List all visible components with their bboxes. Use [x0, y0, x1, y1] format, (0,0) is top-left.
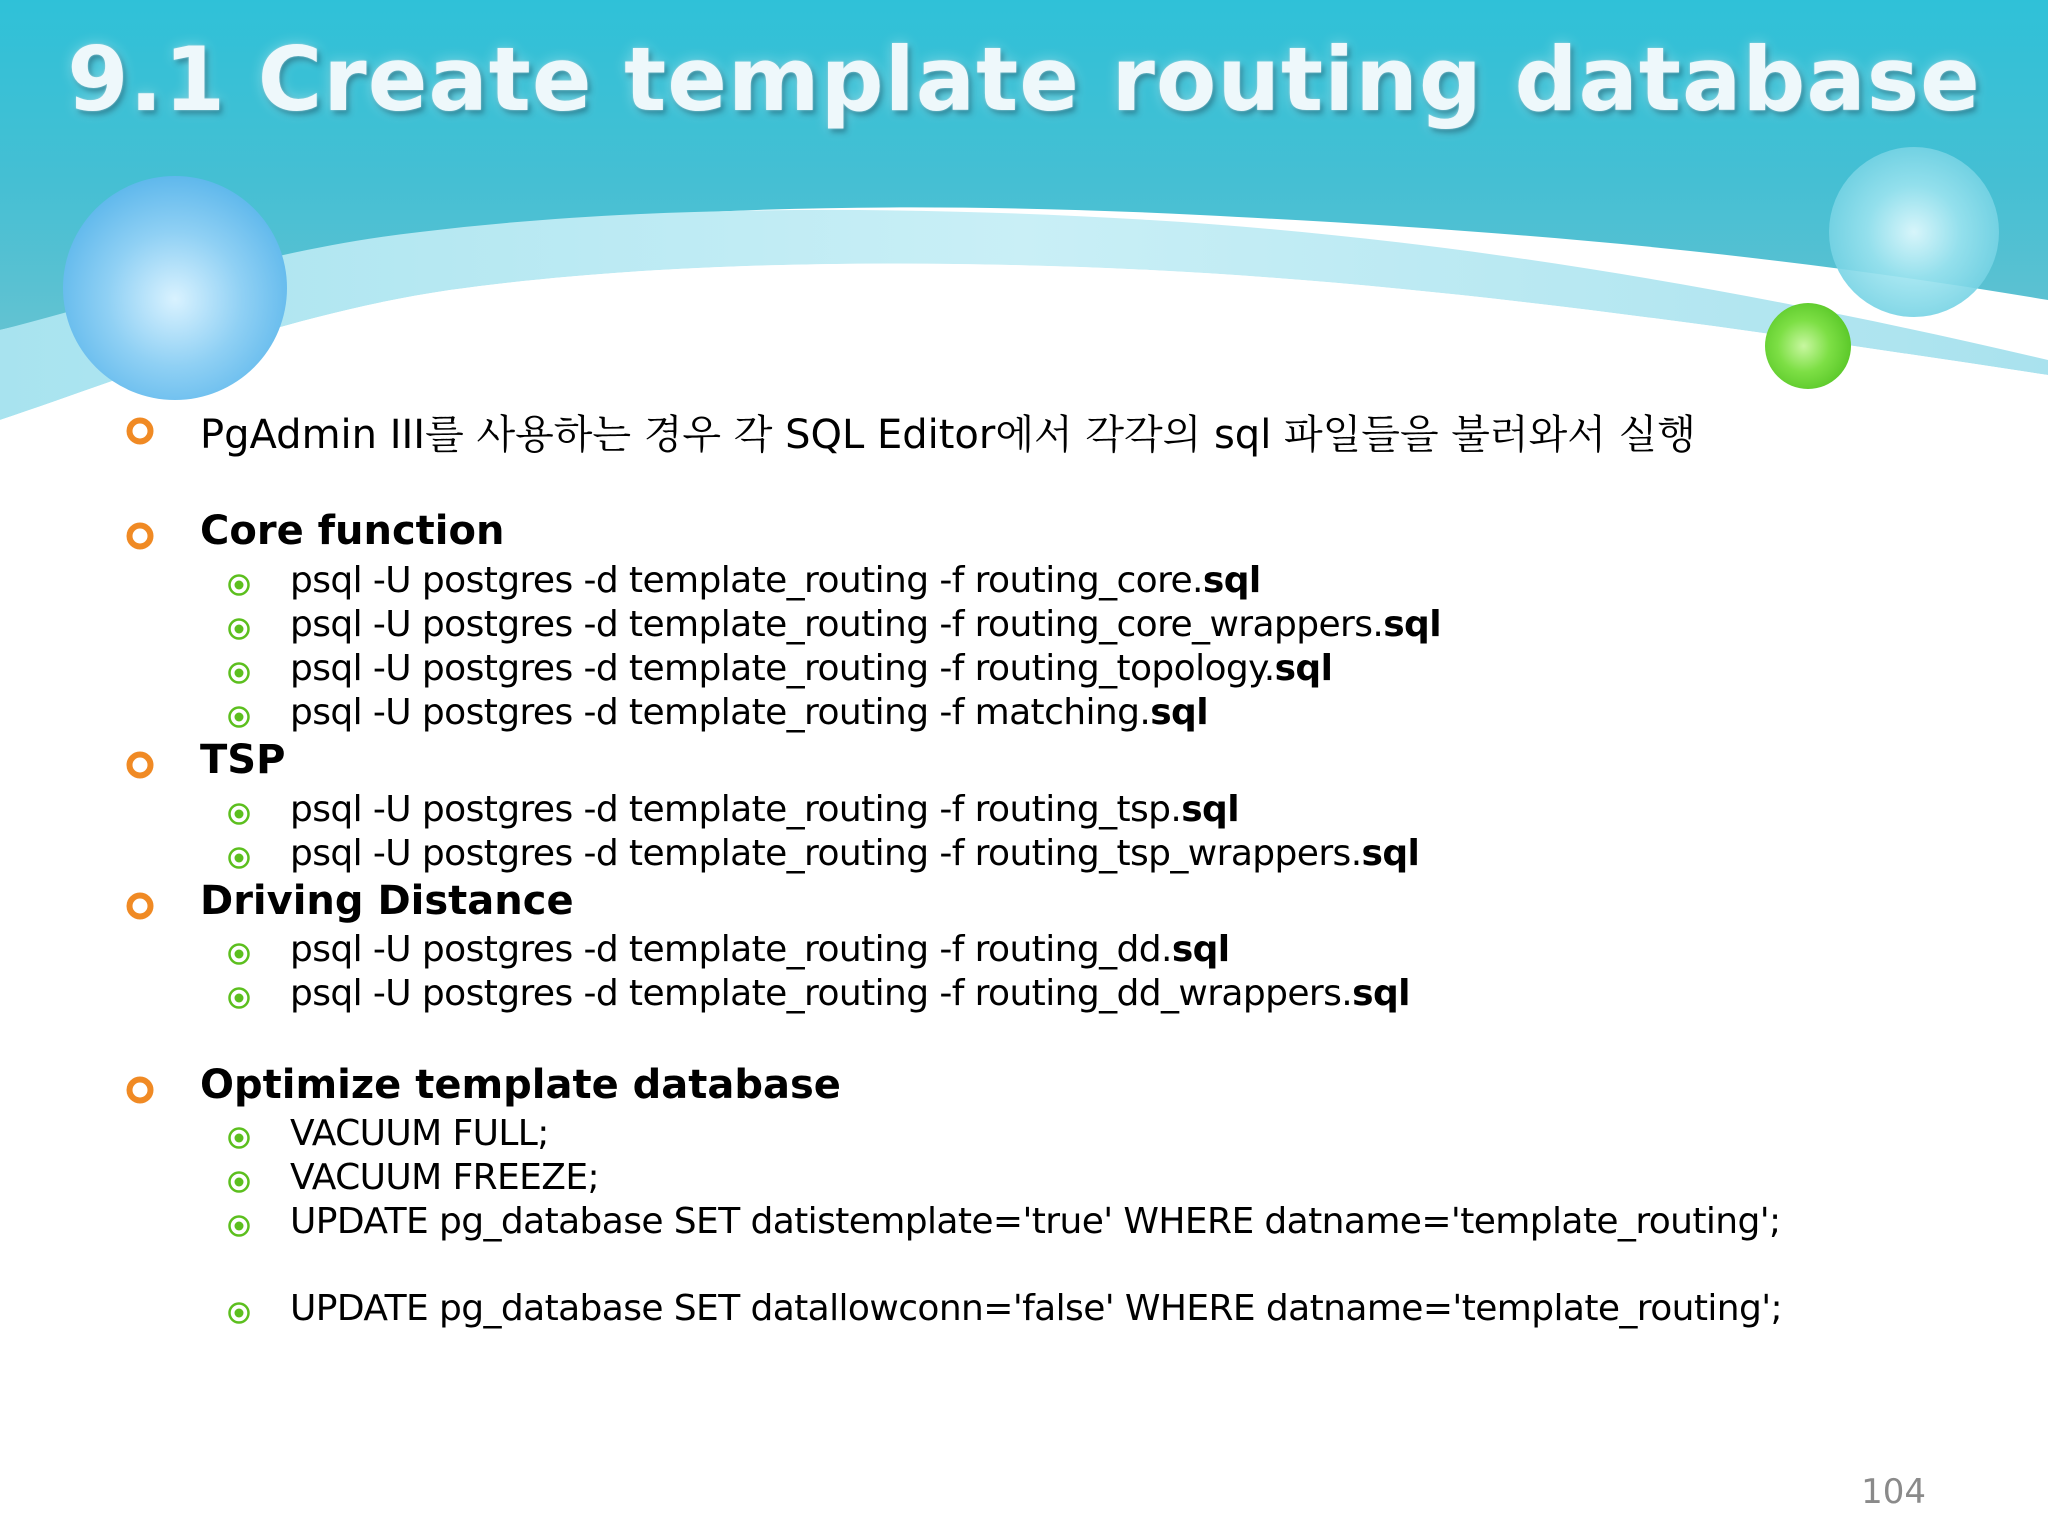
command-suffix: sql — [1352, 973, 1410, 1014]
green-target-bullet-icon — [226, 704, 252, 730]
command-suffix: sql — [1181, 789, 1239, 830]
command-text — [290, 692, 1208, 733]
orange-ring-bullet-icon — [125, 521, 155, 551]
orange-ring-bullet-icon — [125, 891, 155, 921]
command-prefix: psql -U postgres -d template_routing -f routing_dd. — [290, 929, 1172, 970]
green-target-bullet-icon — [226, 985, 252, 1011]
green-target-bullet-icon — [226, 572, 252, 598]
command-prefix: UPDATE pg_database SET datallowconn='false' WHERE datname='template_routing'; — [290, 1288, 1783, 1329]
green-target-bullet-icon — [226, 660, 252, 686]
command-text — [290, 1113, 549, 1154]
command-prefix: psql -U postgres -d template_routing -f matching. — [290, 692, 1151, 733]
command-text — [290, 789, 1239, 830]
command-text — [290, 560, 1261, 601]
green-target-bullet-icon — [226, 941, 252, 967]
command-prefix: psql -U postgres -d template_routing -f routing_tsp. — [290, 789, 1182, 830]
green-target-bullet-icon — [226, 801, 252, 827]
command-prefix: psql -U postgres -d template_routing -f routing_topology. — [290, 648, 1275, 689]
section-heading: Core function — [200, 508, 505, 554]
slide-title: 9.1 Create template routing database — [67, 28, 1981, 131]
orange-ring-bullet-icon — [125, 1075, 155, 1105]
command-suffix: sql — [1274, 648, 1333, 689]
command-prefix: UPDATE pg_database SET datistemplate='true' WHERE datname='template_routing'; — [290, 1201, 1781, 1242]
intro-text: PgAdmin III를 사용하는 경우 각 SQL Editor에서 각각의 sql 파일들을 불러와서 실행 — [200, 412, 1696, 458]
command-text — [290, 1201, 1781, 1242]
green-target-bullet-icon — [226, 616, 252, 642]
command-text — [290, 648, 1332, 689]
command-suffix: sql — [1361, 833, 1420, 874]
command-suffix: sql — [1171, 929, 1230, 970]
command-prefix: psql -U postgres -d template_routing -f routing_dd_wrappers. — [290, 973, 1353, 1014]
command-text — [290, 604, 1441, 645]
command-prefix: psql -U postgres -d template_routing -f routing_core. — [290, 560, 1203, 601]
page-number: 104 — [1861, 1472, 1926, 1512]
command-suffix: sql — [1383, 604, 1441, 645]
section-heading: Optimize template database — [200, 1062, 841, 1108]
green-target-bullet-icon — [226, 1125, 252, 1151]
section-heading: Driving Distance — [200, 878, 574, 924]
command-prefix: psql -U postgres -d template_routing -f routing_tsp_wrappers. — [290, 833, 1362, 874]
command-text — [290, 1288, 1782, 1329]
command-prefix: VACUUM FREEZE; — [290, 1157, 600, 1198]
command-text — [290, 833, 1419, 874]
command-text — [290, 973, 1410, 1014]
command-suffix: sql — [1202, 560, 1261, 601]
command-prefix: VACUUM FULL; — [290, 1113, 549, 1154]
command-prefix: psql -U postgres -d template_routing -f routing_core_wrappers. — [290, 604, 1384, 645]
command-suffix: sql — [1150, 692, 1208, 733]
green-target-bullet-icon — [226, 1213, 252, 1239]
green-target-bullet-icon — [226, 1169, 252, 1195]
green-target-bullet-icon — [226, 1300, 252, 1326]
command-text — [290, 1157, 599, 1198]
section-heading: TSP — [200, 737, 286, 783]
orange-ring-bullet-icon — [125, 750, 155, 780]
green-target-bullet-icon — [226, 845, 252, 871]
orange-ring-bullet-icon — [125, 416, 155, 446]
command-text — [290, 929, 1230, 970]
